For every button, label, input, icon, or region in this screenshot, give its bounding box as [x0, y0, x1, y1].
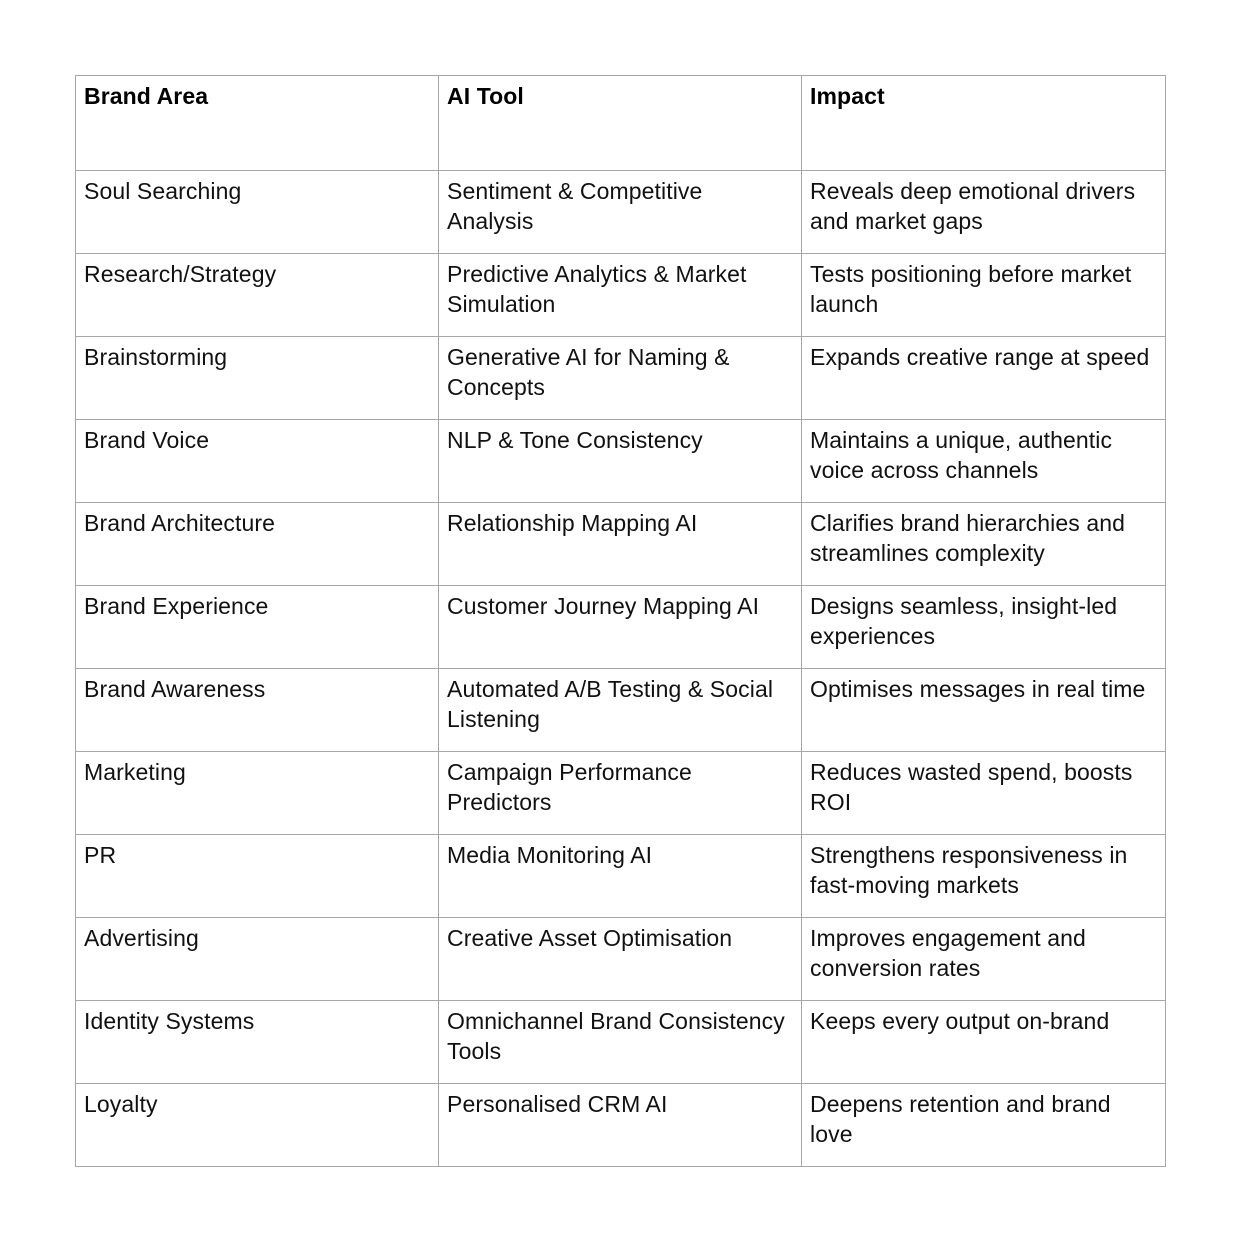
cell-brand-area: Research/Strategy: [76, 254, 439, 337]
cell-brand-area: PR: [76, 835, 439, 918]
table-row: [76, 503, 1166, 586]
table-row: [76, 752, 1166, 835]
table-row: [76, 1084, 1166, 1167]
cell-ai-tool: Campaign Performance Predictors: [439, 752, 802, 835]
cell-ai-tool: Predictive Analytics & Market Simulation: [439, 254, 802, 337]
cell-ai-tool: Media Monitoring AI: [439, 835, 802, 918]
cell-impact: Clarifies brand hierarchies and streamlines complexity: [802, 503, 1166, 586]
cell-impact: Improves engagement and conversion rates: [802, 918, 1166, 1001]
cell-ai-tool: Relationship Mapping AI: [439, 503, 802, 586]
cell-impact: Optimises messages in real time: [802, 669, 1166, 752]
header-impact: Impact: [802, 76, 1166, 171]
cell-impact: Designs seamless, insight-led experiences: [802, 586, 1166, 669]
cell-ai-tool: Omnichannel Brand Consistency Tools: [439, 1001, 802, 1084]
table-row: [76, 254, 1166, 337]
cell-ai-tool: Creative Asset Optimisation: [439, 918, 802, 1001]
header-ai-tool: AI Tool: [439, 76, 802, 171]
table-row: [76, 1001, 1166, 1084]
cell-brand-area: Brand Awareness: [76, 669, 439, 752]
cell-impact: Reduces wasted spend, boosts ROI: [802, 752, 1166, 835]
cell-impact: Tests positioning before market launch: [802, 254, 1166, 337]
table-row: [76, 586, 1166, 669]
cell-brand-area: Marketing: [76, 752, 439, 835]
cell-brand-area: Brand Experience: [76, 586, 439, 669]
cell-brand-area: Soul Searching: [76, 171, 439, 254]
table-row: [76, 835, 1166, 918]
cell-impact: Reveals deep emotional drivers and market gaps: [802, 171, 1166, 254]
cell-ai-tool: Customer Journey Mapping AI: [439, 586, 802, 669]
table-row: [76, 420, 1166, 503]
cell-brand-area: Identity Systems: [76, 1001, 439, 1084]
cell-brand-area: Advertising: [76, 918, 439, 1001]
cell-impact: Deepens retention and brand love: [802, 1084, 1166, 1167]
table-row: [76, 669, 1166, 752]
cell-brand-area: Brainstorming: [76, 337, 439, 420]
header-brand-area: Brand Area: [76, 76, 439, 171]
cell-impact: Keeps every output on-brand: [802, 1001, 1166, 1084]
table-row: [76, 918, 1166, 1001]
cell-impact: Strengthens responsiveness in fast-moving markets: [802, 835, 1166, 918]
table-row: [76, 337, 1166, 420]
cell-impact: Maintains a unique, authentic voice across channels: [802, 420, 1166, 503]
brand-ai-table: [75, 75, 1166, 1167]
cell-ai-tool: Personalised CRM AI: [439, 1084, 802, 1167]
cell-ai-tool: Sentiment & Competitive Analysis: [439, 171, 802, 254]
table-header-row: [76, 76, 1166, 171]
cell-impact: Expands creative range at speed: [802, 337, 1166, 420]
cell-ai-tool: Automated A/B Testing & Social Listening: [439, 669, 802, 752]
table-row: [76, 171, 1166, 254]
cell-brand-area: Loyalty: [76, 1084, 439, 1167]
cell-ai-tool: Generative AI for Naming & Concepts: [439, 337, 802, 420]
cell-brand-area: Brand Voice: [76, 420, 439, 503]
cell-brand-area: Brand Architecture: [76, 503, 439, 586]
cell-ai-tool: NLP & Tone Consistency: [439, 420, 802, 503]
